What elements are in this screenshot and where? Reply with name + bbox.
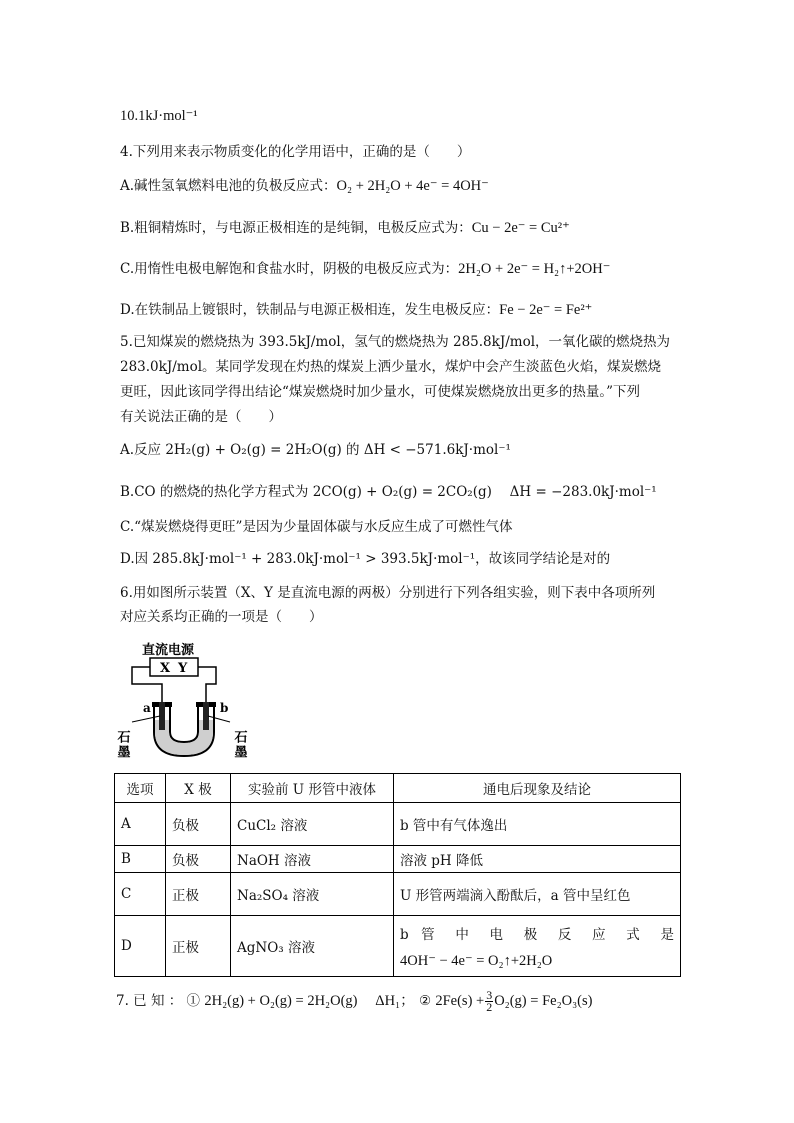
- q7-equation-2-pre: 2Fe(s) +: [435, 993, 485, 1009]
- cell-result-equation: 4OH⁻ − 4e⁻ = O₂↑+2H₂O: [400, 952, 553, 969]
- q6-line-1: 6.用如图所示装置（X、Y 是直流电源的两极）分别进行下列各组实验，则下表中各项所列: [120, 585, 656, 601]
- header-option: 选项: [115, 774, 166, 803]
- left-electrode-label: 石墨: [114, 730, 130, 760]
- cell-option: A: [115, 803, 166, 846]
- q5-line-2: 283.0kJ/mol。某同学发现在灼热的煤炭上洒少量水，煤炉中会产生淡蓝色火焰，煤炭燃烧: [120, 359, 662, 375]
- power-source-box: [150, 658, 198, 676]
- q7-prefix: 7. 已 知 ： ①: [116, 993, 201, 1009]
- cell-result-line-1: b 管 中 电 极 反 应 式 是: [400, 926, 674, 943]
- q4-option-d: [120, 300, 592, 320]
- power-source-label: 直流电源: [142, 643, 195, 658]
- q5-option-d: D.因 285.8kJ·mol⁻¹ + 283.0kJ·mol⁻¹ > 393.5kJ·mol⁻¹，故该同学结论是对的: [120, 551, 611, 567]
- cell-result: 溶液 pH 降低: [394, 846, 681, 873]
- q7-delta-h1: ΔH₁；: [375, 993, 415, 1009]
- q4-a-eq: O₂ + 2H₂O + 4e⁻ = 4OH⁻: [336, 178, 489, 194]
- q5-line-4: 有关说法正确的是（ ）: [120, 409, 282, 425]
- q4-d-text: D.在铁制品上镀银时，铁制品与电源正极相连，发生电极反应：: [120, 302, 500, 318]
- cell-option: C: [115, 873, 166, 916]
- table-header-row: [115, 774, 681, 803]
- cell-x-pole: 正极: [166, 916, 231, 977]
- pole-x-label: X: [160, 661, 171, 676]
- q4-option-a: [120, 176, 489, 196]
- q4-b-eq: Cu − 2e⁻ = Cu²⁺: [471, 220, 570, 236]
- fraction-numerator: 3: [486, 988, 493, 1002]
- q4-b-text: B.粗铜精炼时，与电源正极相连的是纯铜，电极反应式为：: [120, 220, 472, 236]
- q4-a-text: A.碱性氢氧燃料电池的负极反应式：: [120, 178, 337, 194]
- q7-line: [116, 988, 592, 1014]
- electrolysis-apparatus-diagram: [114, 640, 258, 760]
- cell-result: b 管中有气体逸出: [394, 803, 681, 846]
- q4-option-b: [120, 218, 570, 238]
- wire-right: [198, 667, 216, 702]
- header-x-pole: X 极: [166, 774, 231, 803]
- q6-options-table: [114, 773, 681, 977]
- cell-x-pole: 正极: [166, 873, 231, 916]
- q4-stem: 4.下列用来表示物质变化的化学用语中，正确的是（ ）: [120, 144, 471, 160]
- table-row: [115, 803, 681, 846]
- q4-c-text: C.用惰性电极电解饱和食盐水时，阴极的电极反应式为：: [120, 261, 459, 277]
- q4-option-c: [120, 259, 610, 279]
- wire-left: [132, 667, 162, 702]
- u-tube-inner: [170, 704, 198, 742]
- q6-line-2: 对应关系均正确的一项是（ ）: [120, 609, 323, 625]
- cell-x-pole: 负极: [166, 846, 231, 873]
- pole-y-label: Y: [178, 661, 188, 676]
- q5-line-3: 更旺，因此该同学得出结论“煤炭燃烧时加少量水，可使煤炭燃烧放出更多的热量。”下列: [120, 384, 641, 400]
- top-line: 10.1kJ·mol⁻¹: [120, 108, 198, 124]
- q5-option-a: A.反应 2H₂(g) + O₂(g) = 2H₂O(g) 的 ΔH < −571.6kJ·mol⁻¹: [120, 442, 511, 458]
- cell-liquid: AgNO₃ 溶液: [231, 916, 394, 977]
- cell-option: B: [115, 846, 166, 873]
- tube-b-label: b: [220, 701, 229, 715]
- q7-equation-1: 2H₂(g) + O₂(g) = 2H₂O(g): [204, 993, 358, 1009]
- q7-equation-2-post: O₂(g) = Fe₂O₃(s): [494, 993, 593, 1009]
- q5-option-c: C.“煤炭燃烧得更旺”是因为少量固体碳与水反应生成了可燃性气体: [120, 519, 513, 535]
- q7-circle-2: ②: [418, 993, 432, 1009]
- q5-line-1: 5.已知煤炭的燃烧热为 393.5kJ/mol，氢气的燃烧热为 285.8kJ/mol，一氧化碳的燃烧热为: [120, 334, 671, 350]
- cell-liquid: CuCl₂ 溶液: [231, 803, 394, 846]
- q7-fraction: [485, 990, 493, 1013]
- table-row: [115, 846, 681, 873]
- header-liquid: 实验前 U 形管中液体: [231, 774, 394, 803]
- cell-liquid: Na₂SO₄ 溶液: [231, 873, 394, 916]
- q5-option-b: B.CO 的燃烧的热化学方程式为 2CO(g) + O₂(g) = 2CO₂(g) ΔH = −283.0kJ·mol⁻¹: [120, 484, 657, 500]
- q4-c-eq: 2H₂O + 2e⁻ = H₂↑+2OH⁻: [458, 261, 611, 277]
- tube-a-label: a: [143, 701, 151, 715]
- q4-d-eq: Fe − 2e⁻ = Fe²⁺: [499, 302, 593, 318]
- cell-x-pole: 负极: [166, 803, 231, 846]
- table-row: [115, 916, 681, 977]
- right-electrode-label: 石墨: [231, 730, 247, 760]
- cell-liquid: NaOH 溶液: [231, 846, 394, 873]
- header-result: 通电后现象及结论: [394, 774, 681, 803]
- cell-option: D: [115, 916, 166, 977]
- table-row: [115, 873, 681, 916]
- cell-result: U 形管两端滴入酚酞后，a 管中呈红色: [394, 873, 681, 916]
- cell-result: [394, 916, 681, 977]
- fraction-denominator: 2: [486, 1000, 493, 1014]
